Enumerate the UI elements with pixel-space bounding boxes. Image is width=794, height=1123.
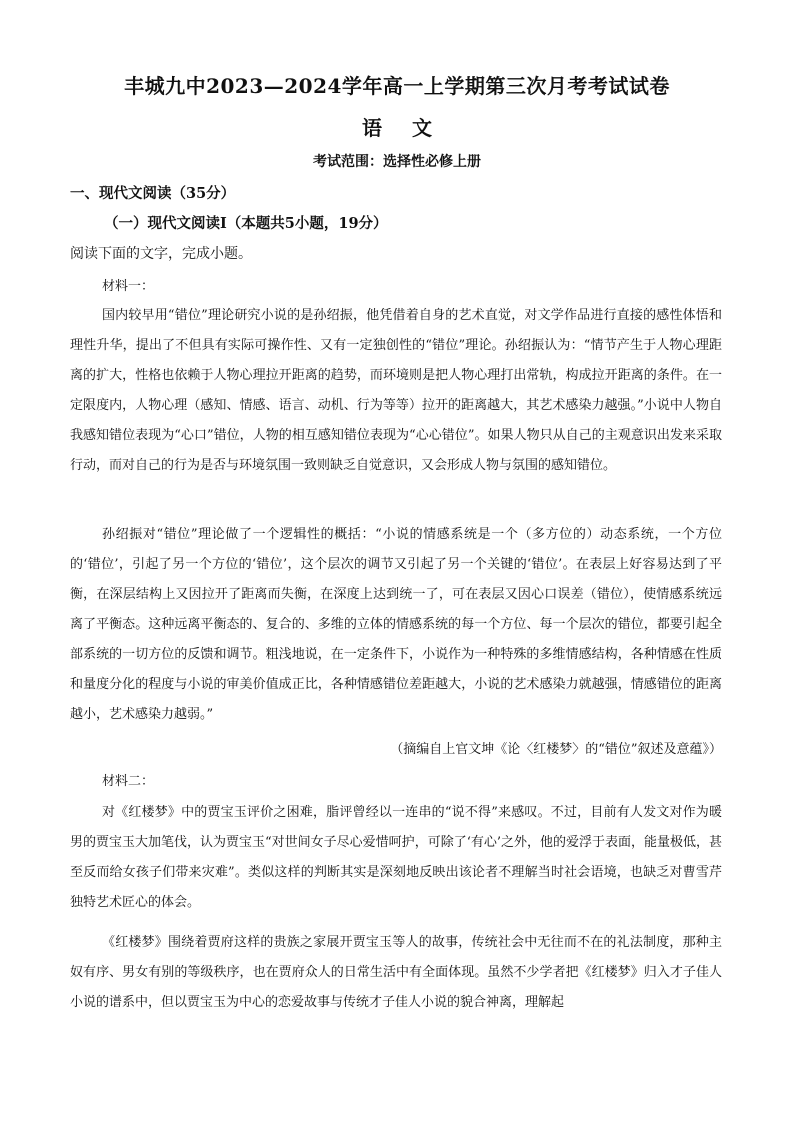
subject-title: 语文 [362,116,462,140]
reading-instruction: 阅读下面的文字，完成小题。 [70,246,252,262]
material-1-paragraph-2: 孙绍振对“错位”理论做了一个逻辑性的概括：“小说的情感系统是一个（多方位的）动态系统，一个方位的‘错位’，引起了另一个方位的‘错位’，这个层次的调节又引起了另一个关键的‘错位’。在表层上好容易达到了平衡，在深层结构上又因拉开了距离而失衡，在深度上达到统一了，可在表层又因心口误差（错位），使情感系统远离了平衡态。这种远离平衡态的、复合的、多维的立体的情感系统的每一个方位、每一个层次的错位，都要引起全部系统的一切方位的反馈和调节。粗浅地说，在一定条件下，小说作为一种特殊的多维情感结构，各种情感在性质和量度分化的程度与小说的审美价值成正比，各种情感错位差距越大，小说的艺术感染力就越强，情感错位的距离越小，艺术感染力越弱。” [70,527,722,722]
material-1-source: （摘编自上官文坤《论〈红楼梦〉的“错位”叙述及意蕴》） [390,742,722,757]
material-2-paragraph-2: 《红楼梦》围绕着贾府这样的贵族之家展开贾宝玉等人的故事，传统社会中无往而不在的礼法制度，那种主奴有序、男女有别的等级秩序，也在贾府众人的日常生活中有全面体现。虽然不少学者把《红楼梦》归入才子佳人小说的谱系中，但以贾宝玉为中心的恋爱故事与传统才子佳人小说的貌合神离，理解起 [70,935,722,1010]
section-subheading: （一）现代文阅读Ⅰ（本题共5小题，19分） [104,215,388,232]
exam-title: 丰城九中2023—2024学年高一上学期第三次月考考试试卷 [124,74,670,98]
section-heading: 一、现代文阅读（35分） [70,185,236,202]
exam-scope: 考试范围：选择性必修上册 [313,154,481,170]
material-2-label: 材料二： [102,774,155,789]
material-1-label: 材料一： [102,279,155,294]
material-2-paragraph-1: 对《红楼梦》中的贾宝玉评价之困难，脂评曾经以一连串的“说不得”来感叹。不过，目前有人发文对作为暖男的贾宝玉大加笔伐，认为贾宝玉“对世间女子尽心爱惜呵护，可除了‘有心’之外，他的爱浮于表面，能量极低，甚至反而给女孩子们带来灾难”。类似这样的判断其实是深刻地反映出该论者不理解当时社会语境，也缺乏对曹雪芹独特艺术匠心的体会。 [70,805,722,910]
material-1-paragraph-1: 国内较早用“错位”理论研究小说的是孙绍振，他凭借着自身的艺术直觉，对文学作品进行直接的感性体悟和理性升华，提出了不但具有实际可操作性、又有一定独创性的“错位”理论。孙绍振认为：“情节产生于人物心理距离的扩大，性格也依赖于人物心理拉开距离的趋势，而环境则是把人物心理打出常轨，构成拉开距离的条件。在一定限度内，人物心理（感知、情感、语言、动机、行为等等）拉开的距离越大，其艺术感染力越强。”小说中人物自我感知错位表现为“心口”错位，人物的相互感知错位表现为“心心错位”。如果人物只从自己的主观意识出发来采取行动，而对自己的行为是否与环境氛围一致则缺乏自觉意识，又会形成人物与氛围的感知错位。 [70,308,722,473]
